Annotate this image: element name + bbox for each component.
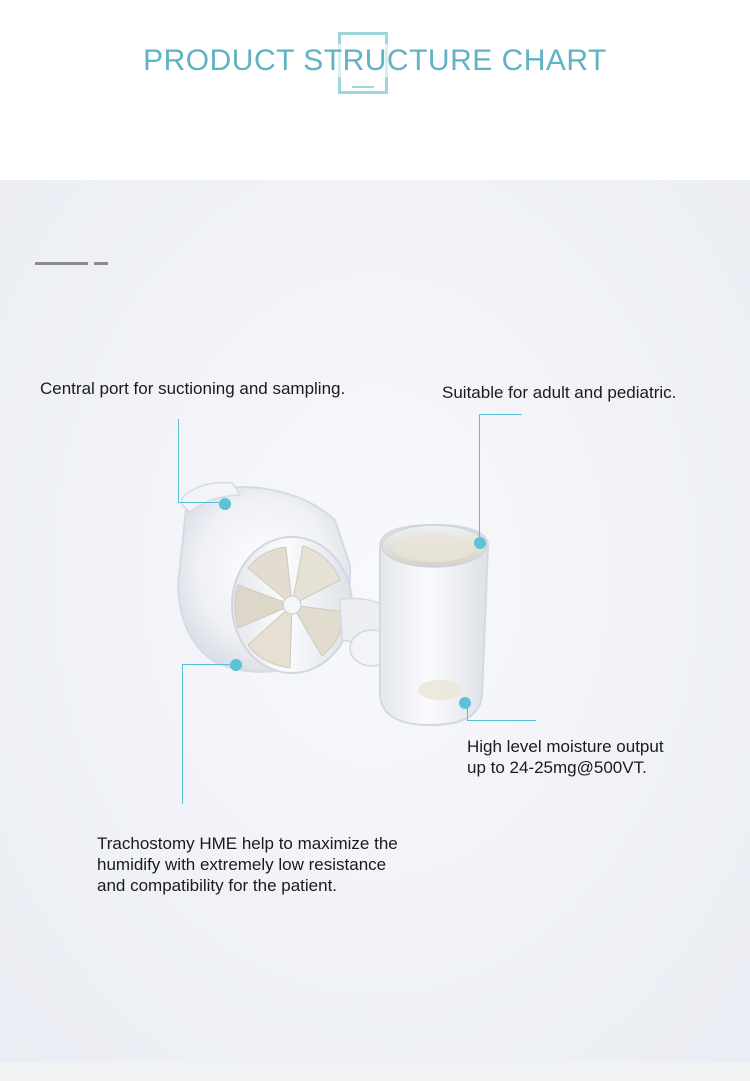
leader-line-suction-h xyxy=(178,502,225,503)
page-title-text: PRODUCT STRUCTURE CHART xyxy=(143,44,607,77)
leader-line-hme-h xyxy=(182,664,236,665)
marker-hme xyxy=(230,659,242,671)
callout-suitable: Suitable for adult and pediatric. xyxy=(442,383,677,402)
leader-line-suction-v xyxy=(178,419,179,503)
callout-hme-line1: Trachostomy HME help to maximize the xyxy=(97,834,398,853)
marker-moisture xyxy=(459,697,471,709)
callout-hme-line3: and compatibility for the patient. xyxy=(97,876,338,895)
callout-moisture-line2: up to 24-25mg@500VT. xyxy=(467,758,647,777)
callout-suction-port: Central port for suctioning and sampling. xyxy=(40,379,346,398)
callout-hme-line2: humidify with extremely low resistance xyxy=(97,855,387,874)
marker-suitable xyxy=(474,537,486,549)
leader-line-suitable-v xyxy=(479,414,480,542)
leader-line-suitable-h xyxy=(479,414,522,415)
footer-band xyxy=(0,1062,750,1081)
leader-line-hme-v xyxy=(182,664,183,804)
leader-line-moisture-h xyxy=(467,720,536,721)
callout-moisture-line1: High level moisture output xyxy=(467,737,664,756)
marker-suction-port xyxy=(219,498,231,510)
